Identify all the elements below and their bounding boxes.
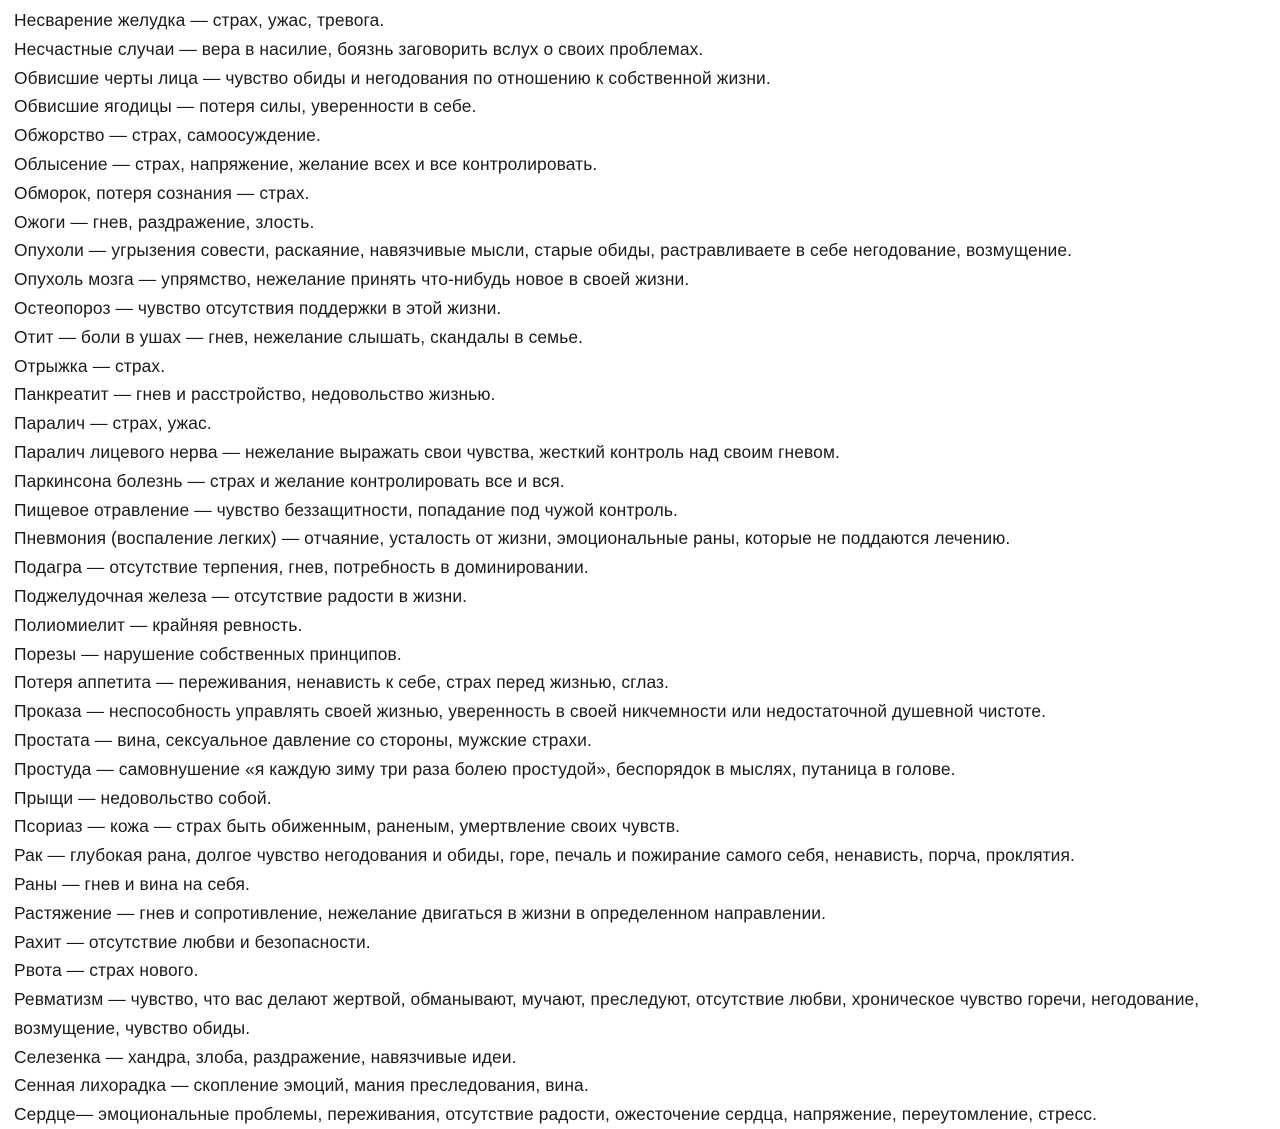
text-line: Отрыжка — страх. — [14, 355, 166, 376]
text-line: Панкреатит — гнев и расстройство, недовольство жизнью. — [14, 384, 496, 405]
text-line: Сенная лихорадка — скопление эмоций, мания преследования, вина. — [14, 1075, 589, 1096]
text-line: Пищевое отравление — чувство беззащитности, попадание под чужой контроль. — [14, 499, 678, 520]
text-line: Раны — гнев и вина на себя. — [14, 873, 250, 894]
text-line: Ревматизм — чувство, что вас делают жертвой, обманывают, мучают, преследуют, отсутствие любви, хроническое чувство горечи, негодование, возмущение, чувство обиды. — [14, 989, 1205, 1038]
text-line: Обжорство — страх, самоосуждение. — [14, 125, 321, 146]
text-line: Прыщи — недовольство собой. — [14, 787, 272, 808]
text-line: Сердце— эмоциональные проблемы, переживания, отсутствие радости, ожесточение сердца, напряжение, переутомление, стресс. — [14, 1104, 1098, 1125]
text-line: Проказа — неспособность управлять своей жизнью, уверенность в своей никчемности или недостаточной душевной чистоте. — [14, 701, 1047, 722]
text-line: Рахит — отсутствие любви и безопасности. — [14, 931, 371, 952]
text-line: Паралич — страх, ужас. — [14, 413, 212, 434]
text-line: Облысение — страх, напряжение, желание всех и все контролировать. — [14, 153, 598, 174]
text-line: Обвисшие ягодицы — потеря силы, уверенности в себе. — [14, 96, 477, 117]
text-line: Паркинсона болезнь — страх и желание контролировать все и вся. — [14, 470, 565, 491]
text-line: Порезы — нарушение собственных принципов. — [14, 643, 402, 664]
text-line: Селезенка — хандра, злоба, раздражение, навязчивые идеи. — [14, 1046, 517, 1067]
text-line: Растяжение — гнев и сопротивление, нежелание двигаться в жизни в определенном направлении. — [14, 902, 827, 923]
text-line: Несчастные случаи — вера в насилие, боязнь заговорить вслух о своих проблемах. — [14, 38, 704, 59]
text-line: Пневмония (воспаление легких) — отчаяние, усталость от жизни, эмоциональные раны, которые не поддаются лечению. — [14, 528, 1011, 549]
text-line: Паралич лицевого нерва — нежелание выражать свои чувства, жесткий контроль над своим гневом. — [14, 441, 840, 462]
text-line: Рак — глубокая рана, долгое чувство негодования и обиды, горе, печаль и пожирание самого себя, ненависть, порча, проклятия. — [14, 845, 1075, 866]
text-line: Псориаз — кожа — страх быть обиженным, раненым, умертвление своих чувств. — [14, 816, 681, 837]
text-line: Потеря аппетита — переживания, ненависть к себе, страх перед жизнью, сглаз. — [14, 672, 670, 693]
text-line: Подагра — отсутствие терпения, гнев, потребность в доминировании. — [14, 557, 589, 578]
text-line: Полиомиелит — крайняя ревность. — [14, 614, 303, 635]
text-line: Рвота — страх нового. — [14, 960, 199, 981]
text-line: Опухоль мозга — упрямство, нежелание принять что-нибудь новое в своей жизни. — [14, 269, 690, 290]
text-line: Опухоли — угрызения совести, раскаяние, навязчивые мысли, старые обиды, растравливаете в себе негодование, возмущение. — [14, 240, 1073, 261]
text-body — [14, 6, 1266, 1129]
text-line: Остеопороз — чувство отсутствия поддержки в этой жизни. — [14, 297, 502, 318]
text-line: Отит — боли в ушах — гнев, нежелание слышать, скандалы в семье. — [14, 326, 584, 347]
text-line: Ожоги — гнев, раздражение, злость. — [14, 211, 315, 232]
text-line: Простата — вина, сексуальное давление со стороны, мужские страхи. — [14, 729, 592, 750]
text-line: Обморок, потеря сознания — страх. — [14, 182, 310, 203]
text-line: Поджелудочная железа — отсутствие радости в жизни. — [14, 585, 468, 606]
text-line: Несварение желудка — страх, ужас, тревога. — [14, 10, 385, 30]
text-line: Простуда — самовнушение «я каждую зиму три раза болею простудой», беспорядок в мыслях, путаница в голове. — [14, 758, 956, 779]
text-line: Обвисшие черты лица — чувство обиды и негодования по отношению к собственной жизни. — [14, 67, 771, 88]
